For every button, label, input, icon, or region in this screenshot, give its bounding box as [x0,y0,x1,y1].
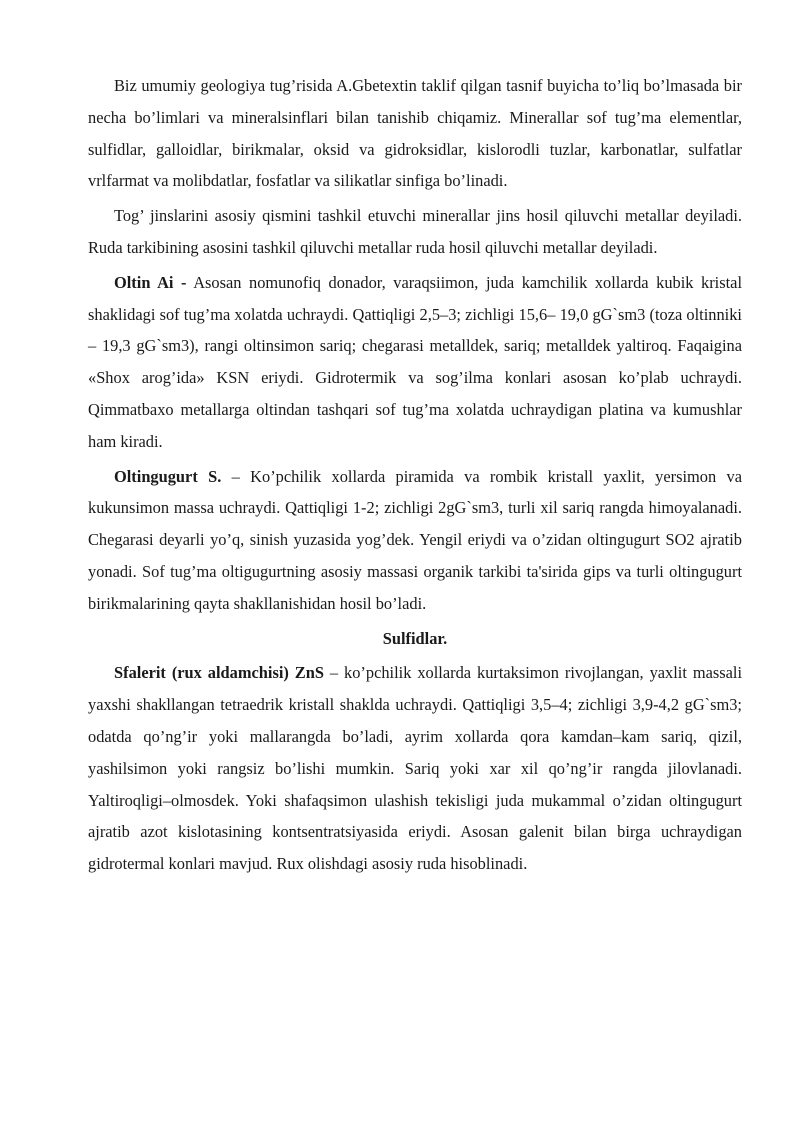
term-sulfur: Oltingugurt S. [114,466,222,486]
paragraph-gold [88,267,742,458]
paragraph-text: – ko’pchilik xollarda kurtaksimon rivojlangan, yaxlit massali yaxshi shakllangan tetraedrik kristall shaklda uchraydi. Qattiqligi 3,5–4; zichligi 3,9-4,2 gG`sm3; odatda qo’ng’ir yoki mallarangda bo’ladi, ayrim xollarda qora kamdan–kam sariq, qizil, yashilsimon yoki rangsiz bo’lishi mumkin. Sariq yoki xar xil qo’ng’ir rangda jilovlanadi. Yaltiroqligi–olmosdek. Yoki shafaqsimon ulashish tekisligi juda mukammal o’zidan oltingugurt ajratib azot kislotasining kontsentratsiyasida eriydi. Asosan galenit bilan birga uchraydigan gidrotermal konlari mavjud. Rux olishdagi asosiy ruda hisoblinadi. [88,663,742,874]
paragraph-text: – Ko’pchilik xollarda piramida va rombik kristall yaxlit, yersimon va kukunsimon massa uchraydi. Qattiqligi 1-2; zichligi 2gG`sm3, turli xil sariq rangda himoyalanadi. Chegarasi deyarli yo’q, sinish yuzasida yog’dek. Yengil eriydi va o’zidan oltingugurt SO2 ajratib yonadi. Sof tug’ma oltigugurtning asosiy massasi organik tarkibi ta'sirida gips va turli oltingugurt birikmalarining qayta shakllanishidan hosil bo’ladi. [88,466,742,613]
term-gold: Oltin Ai - [114,272,187,292]
paragraph-text: Biz umumiy geologiya tug’risida A.Gbetextin taklif qilgan tasnif buyicha to’liq bo’lmasada bir necha bo’limlari va mineralsinflari bilan tanishib chiqamiz. Minerallar sof tug’ma elementlar, sulfidlar, galloidlar, birikmalar, oksid va gidroksidlar, kislorodli tuzlar, karbonatlar, sulfatlar vrlfarmat va molibdatlar, fosfatlar va silikatlar sinfiga bo’linadi. [88,76,742,191]
document-page [88,70,742,883]
section-heading-sulfides: Sulfidlar. [382,628,448,648]
paragraph-sphalerite [88,657,742,880]
paragraph-rock-minerals [88,200,742,264]
term-sphalerite: Sfalerit (rux aldamchisi) ZnS [114,663,324,683]
paragraph-sulfur [88,461,742,620]
paragraph-text: Tog’ jinslarini asosiy qismini tashkil etuvchi minerallar jins hosil qiluvchi metallar deyiladi. Ruda tarkibining asosini tashkil qiluvchi metallar ruda hosil qiluvchi metallar deyiladi. [88,206,742,257]
paragraph-classification [88,70,742,197]
paragraph-text: Asosan nomunofiq donador, varaqsiimon, juda kamchilik xollarda kubik kristal shaklidagi sof tug’ma xolatda uchraydi. Qattiqligi 2,5–3; zichligi 15,6– 19,0 gG`sm3 (toza oltinniki – 19,3 gG`sm3), rangi oltinsimon sariq; chegarasi metalldek, sariq; metalldek yaltiroq. Faqaigina «Shox arog’ida» KSN eriydi. Gidrotermik va sog’ilma konlari asosan ko’plab uchraydi. Qimmatbaxo metallarga oltindan tashqari sof tug’ma xolatda uchraydigan platina va kumushlar ham kiradi. [88,272,742,451]
